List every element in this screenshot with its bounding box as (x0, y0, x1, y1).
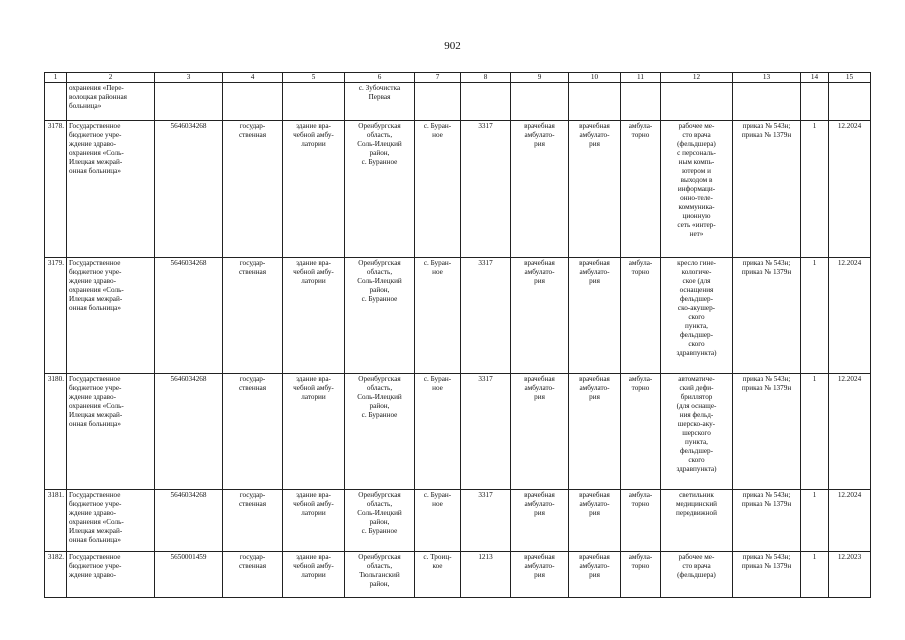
address: Оренбургская область, Соль-Илецкий район, с. Буранное (345, 121, 415, 258)
building: здание вра- чебной амбу- латории (283, 552, 345, 598)
column-header: 6 (345, 73, 415, 83)
population (461, 83, 511, 121)
population: 3317 (461, 121, 511, 258)
inn: 5646034268 (155, 121, 223, 258)
ownership (223, 83, 283, 121)
organization-name: Государственное бюджетное учре- ждение здраво- охранения «Соль- Илецкая межрай- онная больница» (67, 490, 155, 552)
equipment: автоматиче- ский дефи- бриллятор (для оснаще- ния фельд- шерско-аку- шерского пункта, фельдшер- ского здравпункта) (661, 374, 733, 490)
organization-name: Государственное бюджетное учре- ждение здраво- (67, 552, 155, 598)
order-reference: приказ № 543н; приказ № 1379н (733, 121, 801, 258)
organization-name: охранения «Пере- волоцкая районная больница» (67, 83, 155, 121)
equipment-table (44, 72, 871, 598)
column-header: 11 (621, 73, 661, 83)
organization-name: Государственное бюджетное учре- ждение здраво- охранения «Соль- Илецкая межрай- онная больница» (67, 121, 155, 258)
page-number: 902 (444, 40, 461, 52)
table-row (45, 552, 871, 598)
inn: 5646034268 (155, 258, 223, 374)
ownership: государ- ственная (223, 374, 283, 490)
building: здание вра- чебной амбу- латории (283, 258, 345, 374)
column-header: 5 (283, 73, 345, 83)
address: с. Зубочистка Первая (345, 83, 415, 121)
settlement: с. Буран- ное (415, 490, 461, 552)
unit-name: врачебная амбулато- рия (569, 490, 621, 552)
order-reference: приказ № 543н; приказ № 1379н (733, 490, 801, 552)
ownership: государ- ственная (223, 258, 283, 374)
deadline: 12.2024 (829, 490, 871, 552)
care-form: амбула- торно (621, 258, 661, 374)
organization-name: Государственное бюджетное учре- ждение здраво- охранения «Соль- Илецкая межрай- онная больница» (67, 258, 155, 374)
ownership: государ- ственная (223, 552, 283, 598)
unit-type (511, 83, 569, 121)
header-row (45, 73, 871, 83)
address: Оренбургская область, Соль-Илецкий район, с. Буранное (345, 490, 415, 552)
unit-name (569, 83, 621, 121)
address: Оренбургская область, Соль-Илецкий район, с. Буранное (345, 258, 415, 374)
building: здание вра- чебной амбу- латории (283, 374, 345, 490)
order-reference: приказ № 543н; приказ № 1379н (733, 552, 801, 598)
care-form: амбула- торно (621, 121, 661, 258)
quantity: 1 (801, 552, 829, 598)
column-header: 12 (661, 73, 733, 83)
population: 3317 (461, 490, 511, 552)
inn (155, 83, 223, 121)
quantity: 1 (801, 121, 829, 258)
row-number: 3182. (45, 552, 67, 598)
population: 3317 (461, 374, 511, 490)
unit-type: врачебная амбулато- рия (511, 552, 569, 598)
quantity: 1 (801, 258, 829, 374)
unit-name: врачебная амбулато- рия (569, 258, 621, 374)
column-header: 8 (461, 73, 511, 83)
unit-type: врачебная амбулато- рия (511, 258, 569, 374)
column-header: 2 (67, 73, 155, 83)
order-reference (733, 83, 801, 121)
column-header: 9 (511, 73, 569, 83)
column-header: 1 (45, 73, 67, 83)
column-header: 15 (829, 73, 871, 83)
quantity: 1 (801, 490, 829, 552)
settlement: с. Буран- ное (415, 374, 461, 490)
order-reference: приказ № 543н; приказ № 1379н (733, 258, 801, 374)
deadline: 12.2024 (829, 258, 871, 374)
building: здание вра- чебной амбу- латории (283, 121, 345, 258)
population: 1213 (461, 552, 511, 598)
table-row (45, 83, 871, 121)
quantity: 1 (801, 374, 829, 490)
settlement: с. Троиц- кое (415, 552, 461, 598)
care-form: амбула- торно (621, 552, 661, 598)
row-number: 3181. (45, 490, 67, 552)
table-row (45, 490, 871, 552)
address: Оренбургская область, Тюльганский район, (345, 552, 415, 598)
unit-name: врачебная амбулато- рия (569, 374, 621, 490)
equipment: рабочее ме- сто врача (фельдшера) (661, 552, 733, 598)
settlement: с. Буран- ное (415, 258, 461, 374)
unit-name: врачебная амбулато- рия (569, 552, 621, 598)
unit-name: врачебная амбулато- рия (569, 121, 621, 258)
column-header: 4 (223, 73, 283, 83)
equipment: кресло гине- кологиче- ское (для оснащения фельдшер- ско-акушер- ского пункта, фельдшер- ского здравпункта) (661, 258, 733, 374)
building: здание вра- чебной амбу- латории (283, 490, 345, 552)
population: 3317 (461, 258, 511, 374)
care-form: амбула- торно (621, 490, 661, 552)
table-row (45, 374, 871, 490)
equipment: светильник медицинский передвижной (661, 490, 733, 552)
column-header: 7 (415, 73, 461, 83)
inn: 5646034268 (155, 490, 223, 552)
building (283, 83, 345, 121)
settlement (415, 83, 461, 121)
care-form (621, 83, 661, 121)
care-form: амбула- торно (621, 374, 661, 490)
row-number: 3180. (45, 374, 67, 490)
deadline: 12.2024 (829, 121, 871, 258)
row-number: 3179. (45, 258, 67, 374)
ownership: государ- ственная (223, 121, 283, 258)
column-header: 13 (733, 73, 801, 83)
settlement: с. Буран- ное (415, 121, 461, 258)
column-header: 10 (569, 73, 621, 83)
column-header: 3 (155, 73, 223, 83)
row-number (45, 83, 67, 121)
unit-type: врачебная амбулато- рия (511, 374, 569, 490)
ownership: государ- ственная (223, 490, 283, 552)
row-number: 3178. (45, 121, 67, 258)
order-reference: приказ № 543н; приказ № 1379н (733, 374, 801, 490)
deadline (829, 83, 871, 121)
quantity (801, 83, 829, 121)
equipment (661, 83, 733, 121)
inn: 5646034268 (155, 374, 223, 490)
table-row (45, 121, 871, 258)
inn: 5650001459 (155, 552, 223, 598)
address: Оренбургская область, Соль-Илецкий район, с. Буранное (345, 374, 415, 490)
table-row (45, 258, 871, 374)
equipment: рабочее ме- сто врача (фельдшера) с персональ- ным компь- ютером и выходом в информаци- онно-теле- коммуника- ционную сеть «интер- нет» (661, 121, 733, 258)
unit-type: врачебная амбулато- рия (511, 490, 569, 552)
deadline: 12.2023 (829, 552, 871, 598)
unit-type: врачебная амбулато- рия (511, 121, 569, 258)
organization-name: Государственное бюджетное учре- ждение здраво- охранения «Соль- Илецкая межрай- онная больница» (67, 374, 155, 490)
column-header: 14 (801, 73, 829, 83)
deadline: 12.2024 (829, 374, 871, 490)
